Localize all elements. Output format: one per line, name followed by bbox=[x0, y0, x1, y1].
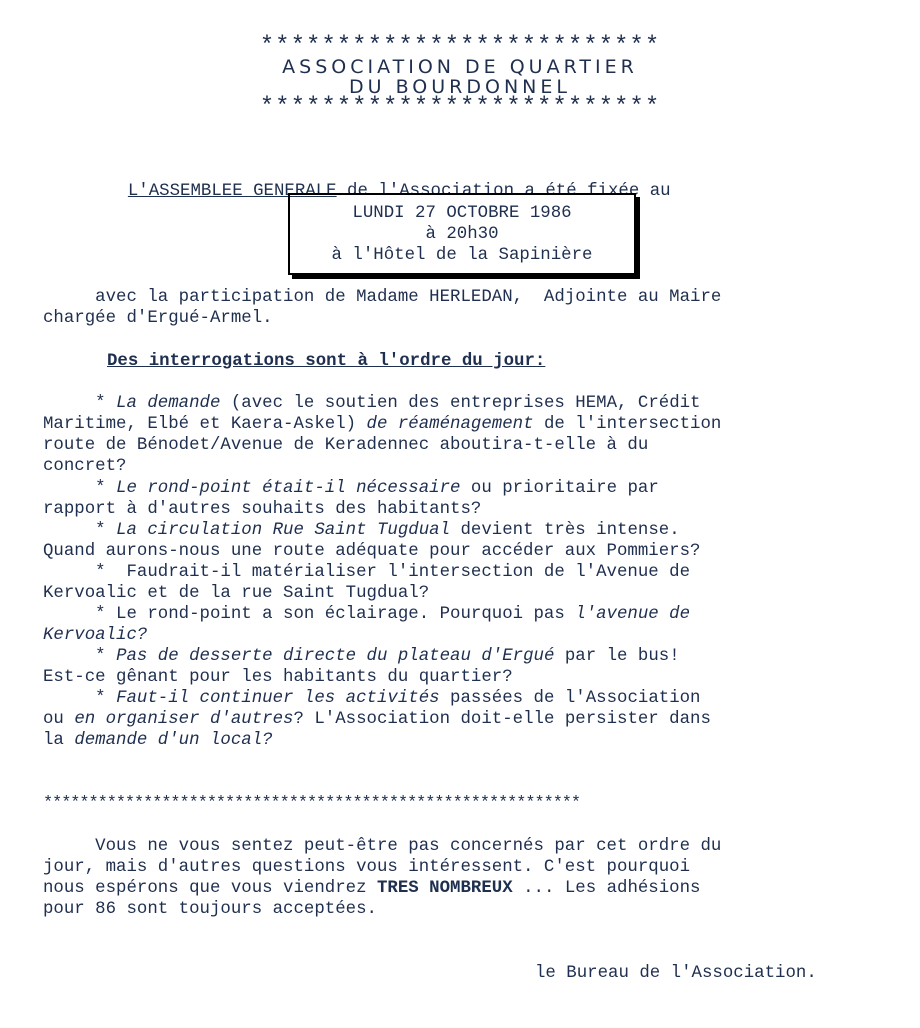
q4-line1: * Faudrait-il matérialiser l'intersection de l'Avenue de bbox=[43, 563, 691, 582]
closing-line4: pour 86 sont toujours acceptées. bbox=[43, 900, 377, 919]
association-title-line2: DU BOURDONNEL bbox=[349, 76, 571, 98]
q7-line3: la demande d'un local? bbox=[43, 731, 273, 750]
q2-line1: * Le rond-point était-il nécessaire ou prioritaire par bbox=[43, 479, 659, 498]
agenda-heading: Des interrogations sont à l'ordre du jour: bbox=[107, 352, 546, 371]
q5-line2: Kervoalic? bbox=[43, 626, 148, 645]
q7-line2: ou en organiser d'autres? L'Association doit-elle persister dans bbox=[43, 710, 711, 729]
participation-line2: chargée d'Ergué-Armel. bbox=[43, 309, 273, 328]
q3-line1: * La circulation Rue Saint Tugdual devient très intense. bbox=[43, 521, 680, 540]
q1-line4: concret? bbox=[43, 457, 127, 476]
q4-line2: Kervoalic et de la rue Saint Tugdual? bbox=[43, 584, 430, 603]
q6-line2: Est-ce gênant pour les habitants du quartier? bbox=[43, 668, 513, 687]
participation-line1: avec la participation de Madame HERLEDAN, Adjointe au Maire bbox=[43, 288, 722, 307]
meeting-time: à 20h30 bbox=[425, 225, 499, 244]
meeting-box bbox=[288, 193, 636, 275]
association-title-line1: ASSOCIATION DE QUARTIER bbox=[282, 56, 638, 78]
q5-line1: * Le rond-point a son éclairage. Pourquoi pas l'avenue de bbox=[43, 605, 691, 624]
header-stars-bottom: ************************** bbox=[259, 94, 661, 121]
meeting-date: LUNDI 27 OCTOBRE 1986 bbox=[352, 204, 572, 223]
intro-rest: de l'Association a été fixée au bbox=[336, 182, 671, 201]
header-stars-top: ************************** bbox=[259, 33, 661, 60]
q6-line1: * Pas de desserte directe du plateau d'Ergué par le bus! bbox=[43, 647, 680, 666]
star-divider: *********************************************************** bbox=[43, 794, 580, 813]
q1-line2: Maritime, Elbé et Kaera-Askel) de réaménagement de l'intersection bbox=[43, 415, 722, 434]
signature: le Bureau de l'Association. bbox=[535, 964, 817, 983]
q3-line2: Quand aurons-nous une route adéquate pour accéder aux Pommiers? bbox=[43, 542, 701, 561]
q2-line2: rapport à d'autres souhaits des habitants? bbox=[43, 500, 482, 519]
q7-line1: * Faut-il continuer les activités passées de l'Association bbox=[43, 689, 701, 708]
meeting-place: à l'Hôtel de la Sapinière bbox=[331, 246, 593, 265]
assembly-title: L'ASSEMBLEE GENERALE bbox=[127, 182, 337, 201]
q1-line3: route de Bénodet/Avenue de Keradennec aboutira-t-elle à du bbox=[43, 436, 649, 455]
closing-line2: jour, mais d'autres questions vous intéressent. C'est pourquoi bbox=[43, 858, 691, 877]
closing-line3: nous espérons que vous viendrez TRES NOMBREUX ... Les adhésions bbox=[43, 879, 701, 898]
q1-line1: * La demande (avec le soutien des entreprises HEMA, Crédit bbox=[43, 394, 701, 413]
closing-line1: Vous ne vous sentez peut-être pas concernés par cet ordre du bbox=[43, 837, 722, 856]
